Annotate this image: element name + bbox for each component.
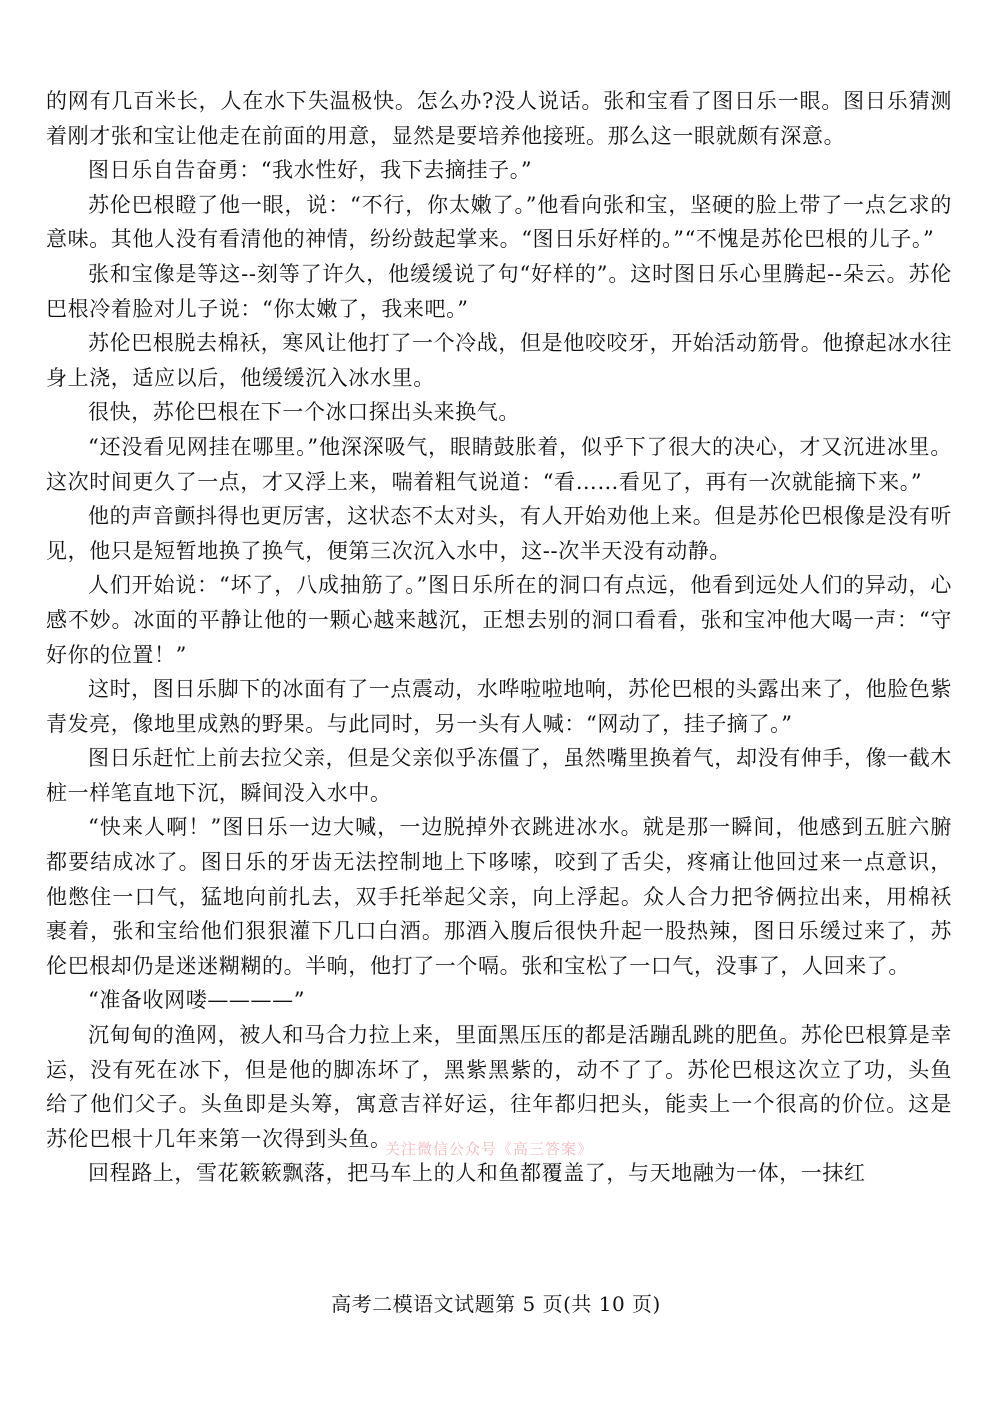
paragraph: 苏伦巴根脱去棉袄，寒风让他打了一个冷战，但是他咬咬牙，开始活动筋骨。他撩起冰水往身上浇，适应以后，他缓缓沉入冰水里。 [46,331,952,390]
paragraph: 这时，图日乐脚下的冰面有了一点震动，水哗啦啦地响，苏伦巴根的头露出来了，他脸色紫青发亮，像地里成熟的野果。与此同时，另一头有人喊：“网动了，挂子摘了。” [46,677,952,736]
paragraph: 图日乐赶忙上前去拉父亲，但是父亲似乎冻僵了，虽然嘴里换着气，却没有伸手，像一截木桩一样笔直地下沉，瞬间没入水中。 [46,746,952,805]
paragraph: 很快，苏伦巴根在下一个冰口探出头来换气。 [88,400,520,425]
paragraph: 图日乐自告奋勇：“我水性好，我下去摘挂子。” [88,158,533,183]
page-footer: 高考二模语文试题第 5 页(共 10 页) [331,1292,661,1316]
paragraph: 人们开始说：“坏了，八成抽筋了。”图日乐所在的洞口有点远，他看到远处人们的异动，心感不妙。冰面的平静让他的一颗心越来越沉，正想去别的洞口看看，张和宝冲他大喝一声：“守好你的位置！” [46,573,952,667]
paragraph: 苏伦巴根瞪了他一眼，说：“不行，你太嫩了。”他看向张和宝，坚硬的脸上带了一点乞求的意味。其他人没有看清他的神情，纷纷鼓起掌来。“图日乐好样的。”“不愧是苏伦巴根的儿子。” [46,192,952,252]
article-body [46,84,952,1191]
paragraph: “快来人啊！”图日乐一边大喊，一边脱掉外衣跳进冰水。就是那一瞬间，他感到五脏六腑都要结成冰了。图日乐的牙齿无法控制地上下哆嗦，咬到了舌尖，疼痛让他回过来一点意识，他憋住一口气，猛地向前扎去，双手托举起父亲，向上浮起。众人合力把爷俩拉出来，用棉袄裹着，张和宝给他们狠狠灌下几口白酒。那酒入腹后很快升起一股热辣，图日乐缓过来了，苏伦巴根却仍是迷迷糊糊的。半晌，他打了一个嗝。张和宝松了一口气，没事了，人回来了。 [46,815,952,978]
paragraph: 张和宝像是等这--刻等了许久，他缓缓说了句“好样的”。这时图日乐心里腾起--朵云。苏伦巴根冷着脸对儿子说：“你太嫩了，我来吧。” [46,261,952,321]
paragraph: “还没看见网挂在哪里。”他深深吸气，眼睛鼓胀着，似乎下了很大的决心，才又沉进冰里。这次时间更久了一点，才又浮上来，喘着粗气说道：“看……看见了，再有一次就能摘下来。” [46,434,952,494]
paragraph: 回程路上，雪花簌簌飘落，把马车上的人和鱼都覆盖了，与天地融为一体，一抹红 [88,1161,866,1186]
watermark: 关注微信公众号《高三答案》 [385,1140,594,1158]
paragraph: “准备收网喽————” [88,988,306,1013]
paragraph: 沉甸甸的渔网，被人和马合力拉上来，里面黑压压的都是活蹦乱跳的肥鱼。苏伦巴根算是幸运，没有死在冰下，但是他的脚冻坏了，黑紫黑紫的，动不了了。苏伦巴根这次立了功，头鱼给了他们父子。头鱼即是头筹，寓意吉祥好运，往年都归把头，能卖上一个很高的价位。这是苏伦巴根十几年来第一次得到头鱼。 [46,1023,952,1151]
paragraph: 的网有几百米长，人在水下失温极快。怎么办?没人说话。张和宝看了图日乐一眼。图日乐猜测着刚才张和宝让他走在前面的用意，显然是要培养他接班。那么这一眼就颇有深意。 [46,89,952,148]
paragraph: 他的声音颤抖得也更厉害，这状态不太对头，有人开始劝他上来。但是苏伦巴根像是没有听见，他只是短暂地换了换气，便第三次沉入水中，这--次半天没有动静。 [46,504,952,563]
